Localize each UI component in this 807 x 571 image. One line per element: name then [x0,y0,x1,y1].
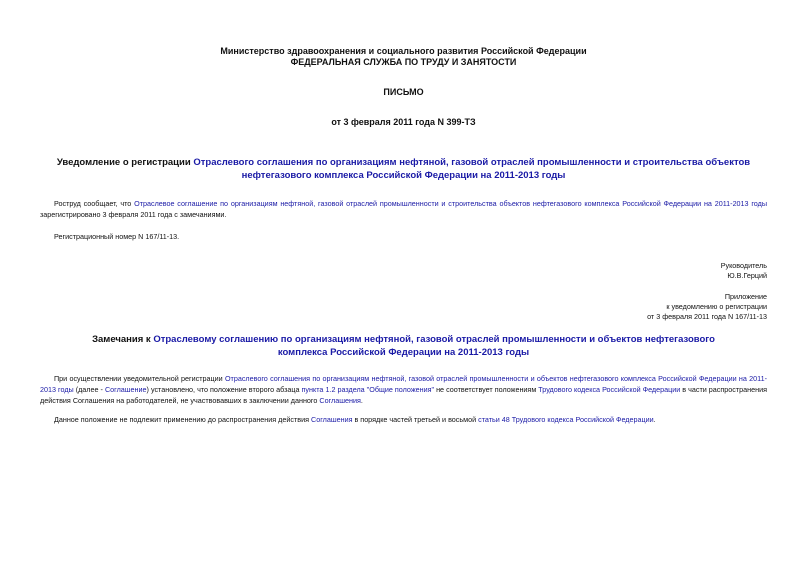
agreement-link[interactable]: Отраслевое соглашение по организациям нефтяной, газовой отраслей промышленности и строительства объектов нефтегазового комплекса Российской Федерации на 2011-2013 годы [134,199,768,208]
remarks-paragraph-1 [40,373,767,406]
notice-title-prefix: Уведомление о регистрации [56,157,194,168]
registration-number: Регистрационный номер N 167/11-13. [54,232,180,241]
article-48-link[interactable]: статьи 48 Трудового кодекса Российской Федерации [478,415,654,424]
remarks-soglasheniya-link[interactable]: Соглашения [319,396,361,405]
appendix-line-3: от 3 февраля 2011 года N 167/11-13 [647,312,767,321]
remarks-p2-soglasheniya-link[interactable]: Соглашения [311,415,353,424]
notice-p1-suffix: зарегистрировано 3 февраля 2011 года с замечаниями. [40,210,227,219]
signature-position: Руководитель [720,261,767,270]
document-date-number: от 3 февраля 2011 года N 399-ТЗ [331,117,476,127]
remarks-p1-f: . [360,396,363,405]
remarks-p1-a: При осуществлении уведомительной регистрации [54,374,225,383]
remarks-title-prefix: Замечания к [92,334,154,345]
notice-title [40,156,767,182]
clause-1-2-link[interactable]: пункта 1.2 раздела "Общие положения" [301,385,435,394]
signature-name: Ю.В.Герций [727,271,767,280]
appendix-line-2: к уведомлению о регистрации [666,302,767,311]
remarks-p2-c: . [653,415,656,424]
remarks-p1-c: ) установлено, что положение второго абзаца [146,385,302,394]
remarks-p1-e: в части распространения действия Соглашения на работодателей, не участвовавших в заключении данного [40,385,767,405]
remarks-p2-b: в порядке частей третьей и восьмой [352,415,479,424]
remarks-agreement-link[interactable]: Отраслевого соглашения по организациям нефтяной, газовой отраслей промышленности и объектов нефтегазового комплекса Российской Федерации на 2011-2013 годы [40,374,767,394]
remarks-p1-d: не соответствует положениям [434,385,539,394]
notice-p1-prefix: Роструд сообщает, что [54,199,135,208]
document-type: ПИСЬМО [383,87,424,97]
remarks-title-link[interactable]: Отраслевому соглашению по организациям нефтяной, газовой отраслей промышленности и объектов нефтегазового комплекса Российской Федерации на 2011-2013 годы [153,334,715,358]
remarks-p1-b: (далее - [73,385,105,394]
remarks-p2-a: Данное положение не подлежит применению до распространения действия [54,415,311,424]
remarks-paragraph-2 [40,414,767,425]
ministry-heading: Министерство здравоохранения и социального развития Российской Федерации [220,46,587,56]
labor-code-link[interactable]: Трудового кодекса Российской Федерации [538,385,681,394]
notice-paragraph-1 [40,198,767,220]
appendix-label: Приложение [724,292,767,301]
remarks-soglashenie-link[interactable]: Соглашение [104,385,147,394]
notice-title-link[interactable]: Отраслевого соглашения по организациям нефтяной, газовой отраслей промышленности и строительства объектов нефтегазового комплекса Российской Федерации на 2011-2013 годы [193,157,751,181]
remarks-title [90,333,717,359]
service-heading: ФЕДЕРАЛЬНАЯ СЛУЖБА ПО ТРУДУ И ЗАНЯТОСТИ [290,57,517,67]
